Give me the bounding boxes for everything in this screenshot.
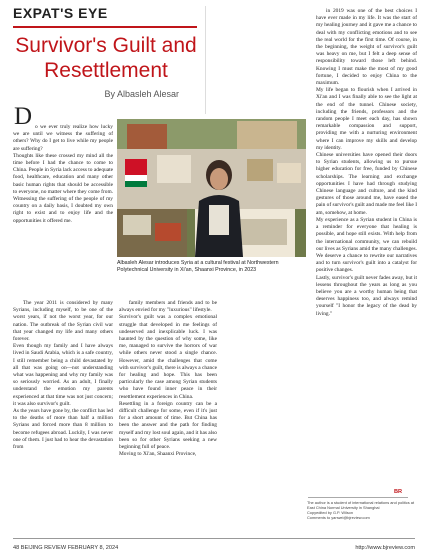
festival-photo-illustration <box>117 119 306 257</box>
publication-line: BEIJING REVIEW FEBRUARY 8, 2024 <box>20 545 119 551</box>
end-mark: BR <box>394 489 403 495</box>
column-1-lower: The year 2011 is considered by many Syrians, including myself, to be one of the worst years, if not the worst year, for our nation. The outbreak of the Syrian civil war that year changed my life and many others forever. Even though my family and I have always lived in Saudi Arabia, which is a safe country, I still remember being a child devastated by all that was going on—not understanding what was happening and why my family was so seriously worried. As an adult, I finally understand the emotion my parents experienced at that time was not just concern; it was also survivor's guilt. As the years have gone by, the conflict has led to the deaths of more than half a million Syrians and forced more than 8 million to become refugees abroad. Luckily, I was never one of them. I just had to hear the devastation from <box>13 300 113 451</box>
festival-photo <box>117 119 306 257</box>
section-kicker: EXPAT'S EYE <box>13 5 108 21</box>
drop-cap: D <box>14 103 33 130</box>
author-note: The author is a student of international relations and politics at East China Normal University in Shanghai Copyedited by G.P. Wilson Comments to yanwei@bjreview.com <box>307 500 415 520</box>
column-divider <box>205 6 206 114</box>
page-number: 48 <box>13 545 20 551</box>
column-1-intro: o we ever truly realize how lucky we are until we witness the suffering of others? Why do I get to live while my people are suffering? Thoughts like these crossed my mind all the time before I had the chance to come to China. People in Syria lack access to adequate food, healthcare, education and many other basic human rights that should be accessible to everyone, no matter where they come from. Witnessing the suffering of the people of my country on a daily basis, I doubted my own right to exist and to enjoy life and the opportunities it offered me. <box>13 124 113 224</box>
kicker-rule <box>13 26 197 28</box>
photo-caption: Albasleh Alesar introduces Syria at a cultural festival at Northwestern Polytechnical University in Xi'an, Shaanxi Province, in 2023 <box>117 260 279 273</box>
byline: By Albasleh Alesar <box>104 89 179 99</box>
column-3: in 2019 was one of the best choices I have ever made in my life. It was the start of my healing journey and it gave me a chance to deal with my conflicting emotions and to see the real world for the first time. Of course, in the beginning, the weight of survivor's guilt was heavy on me, but I felt a deep sense of responsibility toward those left behind. Knowing I must make the most of my good fortune, I decided to enjoy China to the maximum. My life began to flourish when I arrived in Xi'an and I was finally able to see the light at the end of the tunnel. Chinese society, including the friends, professors and the random people I meet each day, has shown remarkable compassion and support, providing me with a nurturing environment where I can improve my skills and develop my identity. Chinese universities have opened their doors to Syrian students, allowing us to pursue higher education for free, funded by Chinese scholarships. The learning and exchange opportunities I have had through studying Chinese language and culture, and the kind gestures of those around me, have eased the pain of survivor's guilt and made me feel like I am, somehow, at home. My experience as a Syrian student in China is a reminder for everyone that healing is possible, and hope still exists. With help from the international community, we can rebuild our lives as Syrians amid the many challenges. We deserve a chance to rewrite our narratives and to turn survivor's guilt into a catalyst for positive changes. Lastly, survivor's guilt never fades away, but it lessens throughout the years as long as you believe you are a worthy human being that deserves happiness too, and always remind yourself "I honor the legacy of the dead by living." <box>316 8 417 317</box>
footer-rule <box>13 538 415 539</box>
author-note-rule <box>308 497 408 498</box>
footer-left <box>13 545 118 551</box>
article-title: Survivor's Guilt and Resettlement <box>15 34 197 82</box>
footer-url[interactable]: http://www.bjreview.com <box>355 545 415 551</box>
column-2: family members and friends and to be always envied for my "luxurious" lifestyle. Survivor's guilt was a complex emotional struggle that developed in me feelings of undeserved and inexplicable luck. I was haunted by the question of why some, like me, managed to survive the horrors of war while others never stood a single chance. However, amid the challenges that come with survivor's guilt, there is always a chance for healing and hope. This has been particularly the case among Syrian students who have found inner peace in their resettlement experiences in China. Resettling in a foreign country can be a difficult challenge for some, even if it's just for a short amount of time. But China has been the answer and the path for finding myself and my lost soul again, and it has also been so for other Syrians seeking a new beginning full of peace. Moving to Xi'an, Shaanxi Province, <box>119 300 217 458</box>
